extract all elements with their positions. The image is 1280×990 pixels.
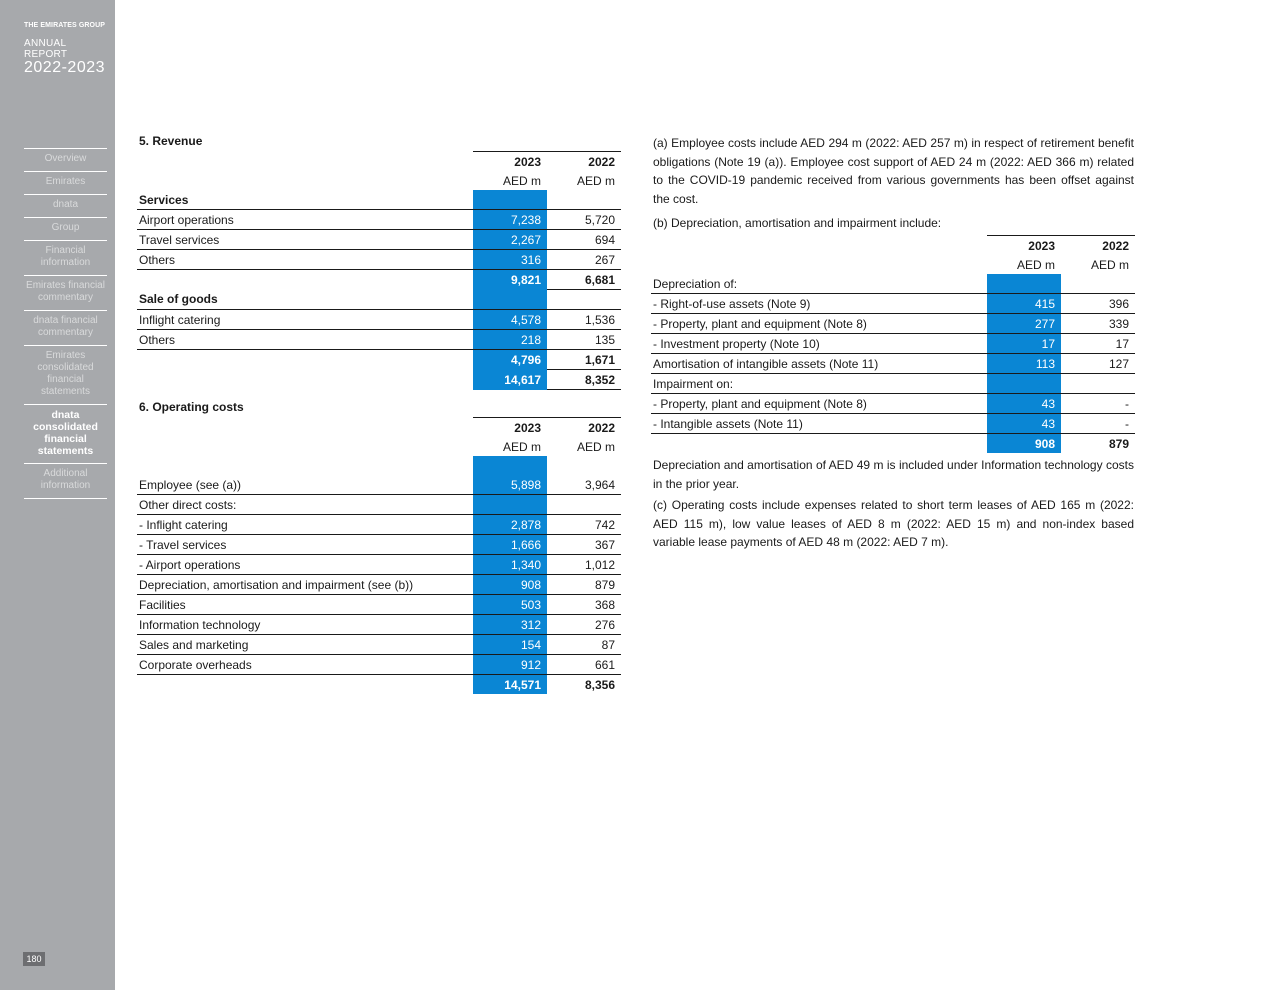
value-2023: 908 (473, 575, 547, 595)
value-2023: 316 (473, 250, 547, 270)
note-c: (c) Operating costs include expenses related to short term leases of AED 165 m (2022: AED 115 m), low value leases of AED 8 m (2022: AED 15 m) and non-index based variable lease payments of AED 48 m (2022: AED 7 m). (653, 498, 1134, 549)
row-label: Sales and marketing (137, 635, 473, 655)
total-2022: 1,671 (547, 350, 621, 370)
value-2022: 276 (547, 615, 621, 635)
units-2023: AED m (502, 173, 541, 188)
value-2023: 277 (987, 314, 1061, 334)
row-label: - Investment property (Note 10) (651, 334, 987, 354)
head-spacer (137, 418, 473, 438)
row-label: - Property, plant and equipment (Note 8) (651, 314, 987, 334)
year-2022-header: 2022 (1061, 236, 1135, 256)
table-row (137, 655, 621, 675)
row-label: Facilities (137, 595, 473, 615)
table-units-row (137, 437, 621, 456)
row-label: - Airport operations (137, 555, 473, 575)
value-2022: 267 (547, 250, 621, 270)
units-spacer (137, 171, 473, 190)
depreciation-total-row (651, 434, 1135, 454)
spacer (137, 456, 473, 475)
value-2023: 415 (987, 294, 1061, 314)
table-row (137, 495, 621, 515)
value-2023: 43 (987, 394, 1061, 414)
total-2022: 6,681 (547, 270, 621, 290)
operating-costs-table (137, 417, 621, 694)
table-row (137, 310, 621, 330)
value-2023: 2,878 (473, 515, 547, 535)
total-2022: 879 (1108, 436, 1129, 451)
row-label: - Right-of-use assets (Note 9) (651, 294, 987, 314)
services-total-row (137, 270, 621, 290)
table-row (651, 394, 1135, 414)
note-b: (b) Depreciation, amortisation and impairment include: (653, 216, 942, 230)
units-2023: AED m (1016, 257, 1055, 272)
section-label: Impairment on: (651, 374, 987, 394)
value-2022 (1061, 374, 1135, 394)
table-head-row (651, 236, 1135, 256)
total-2023: 4,796 (473, 350, 547, 370)
section-label-row (137, 190, 621, 210)
table-row (651, 414, 1135, 434)
value-2022: - (1061, 414, 1135, 434)
table-row (137, 615, 621, 635)
units-2023: AED m (502, 439, 541, 454)
table-row (137, 635, 621, 655)
value-2023 (473, 290, 547, 310)
row-label: Travel services (137, 230, 473, 250)
row-label: - Travel services (137, 535, 473, 555)
total-2023: 908 (987, 434, 1061, 454)
total-label (651, 434, 987, 454)
value-2022 (547, 290, 621, 310)
value-2023 (987, 274, 1061, 294)
table-row (137, 535, 621, 555)
nav-item[interactable]: dnata consolidated financial statements (24, 404, 107, 463)
row-label: Employee (see (a)) (137, 475, 473, 495)
row-label: Others (137, 250, 473, 270)
row-label: Airport operations (137, 210, 473, 230)
nav-item[interactable]: dnata (24, 194, 107, 217)
value-2022 (1061, 274, 1135, 294)
table-row (137, 230, 621, 250)
year-2022-header: 2022 (547, 152, 621, 172)
nav-item[interactable]: Group (24, 217, 107, 240)
value-2023: 7,238 (473, 210, 547, 230)
value-2023: 154 (473, 635, 547, 655)
value-2022: 367 (547, 535, 621, 555)
value-2022: 3,964 (547, 475, 621, 495)
table-row (137, 250, 621, 270)
note-b-after: Depreciation and amortisation of AED 49 m is included under Information technology costs in the prior year. (653, 458, 1134, 491)
row-label: - Intangible assets (Note 11) (651, 414, 987, 434)
depreciation-table (651, 235, 1135, 453)
row-label: - Property, plant and equipment (Note 8) (651, 394, 987, 414)
table-row (137, 210, 621, 230)
row-label: Other direct costs: (137, 495, 473, 515)
section-label-row (651, 274, 1135, 294)
section-label-row (651, 374, 1135, 394)
total-2022: 8,356 (584, 677, 615, 692)
value-2023: 43 (987, 414, 1061, 434)
value-2023: 4,578 (473, 310, 547, 330)
value-2022: 87 (547, 635, 621, 655)
head-spacer (651, 236, 987, 256)
table-row (137, 555, 621, 575)
row-label: Depreciation, amortisation and impairment (see (b)) (137, 575, 473, 595)
year-2023-header: 2023 (473, 152, 547, 172)
value-2022: 17 (1061, 334, 1135, 354)
table-row (651, 314, 1135, 334)
operating-costs-title: 6. Operating costs (139, 400, 244, 414)
nav-item[interactable]: Emirates (24, 171, 107, 194)
year-2023-header: 2023 (987, 236, 1061, 256)
value-2023 (987, 374, 1061, 394)
value-2023: 2,267 (473, 230, 547, 250)
nav-item[interactable]: Overview (24, 148, 107, 171)
value-2022: 135 (547, 330, 621, 350)
section-label: Services (137, 190, 473, 210)
value-2023: 218 (473, 330, 547, 350)
units-spacer (651, 255, 987, 274)
units-2022: AED m (1090, 257, 1129, 272)
nav-item[interactable]: Emirates consolidated financial statements (24, 345, 107, 404)
value-2022: 1,536 (547, 310, 621, 330)
table-row (137, 475, 621, 495)
value-2022: 127 (1061, 354, 1135, 374)
total-2023: 9,821 (473, 270, 547, 290)
value-2023: 17 (987, 334, 1061, 354)
value-2022: 396 (1061, 294, 1135, 314)
table-units-row (137, 171, 621, 190)
table-units-row (651, 255, 1135, 274)
row-label: Inflight catering (137, 310, 473, 330)
total-2023: 14,617 (473, 370, 547, 390)
value-2022 (547, 495, 621, 515)
report-year: 2022-2023 (24, 59, 106, 76)
head-spacer (137, 152, 473, 172)
spacer (473, 456, 547, 475)
value-2023: 1,666 (473, 535, 547, 555)
nav-item[interactable]: Additional information (24, 463, 107, 499)
note-a: (a) Employee costs include AED 294 m (2022: AED 257 m) in respect of retirement benefit obligations (Note 19 (a)). Employee cost support of AED 24 m (2022: AED 366 m) related to the COVID-19 pandemic received from various governments has been offset against the cost. (653, 136, 1134, 206)
total-label (137, 270, 473, 290)
operating-costs-total-row (137, 675, 621, 695)
table-head-row (137, 152, 621, 172)
value-2023: 912 (473, 655, 547, 675)
year-2023-header: 2023 (473, 418, 547, 438)
nav-item[interactable]: Emirates financial commentary (24, 275, 107, 310)
table-row (651, 354, 1135, 374)
table-row (651, 334, 1135, 354)
units-2022: AED m (576, 439, 615, 454)
spacer (547, 456, 621, 475)
table-row (137, 575, 621, 595)
section-label-row (137, 290, 621, 310)
value-2022: 661 (547, 655, 621, 675)
value-2022: 694 (547, 230, 621, 250)
goods-total-row (137, 350, 621, 370)
row-label: Others (137, 330, 473, 350)
total-label (137, 350, 473, 370)
row-label: Information technology (137, 615, 473, 635)
total-2022: 8,352 (547, 370, 621, 390)
company-name: THE EMIRATES GROUP (24, 22, 106, 29)
table-row (137, 330, 621, 350)
value-2022: 339 (1061, 314, 1135, 334)
page-number: 180 (23, 952, 45, 966)
section-label: Sale of goods (137, 290, 473, 310)
value-2023 (473, 495, 547, 515)
units-2022: AED m (576, 173, 615, 188)
value-2023: 312 (473, 615, 547, 635)
value-2023 (473, 190, 547, 210)
table-row (651, 294, 1135, 314)
value-2023: 5,898 (473, 475, 547, 495)
units-spacer (137, 437, 473, 456)
row-label: Corporate overheads (137, 655, 473, 675)
revenue-title: 5. Revenue (139, 134, 203, 148)
revenue-grand-total-row (137, 370, 621, 390)
value-2022: 368 (547, 595, 621, 615)
total-2023: 14,571 (473, 675, 547, 695)
value-2022: 742 (547, 515, 621, 535)
value-2023: 113 (987, 354, 1061, 374)
row-label: Amortisation of intangible assets (Note 11) (651, 354, 987, 374)
report-label: ANNUAL REPORT (24, 38, 68, 60)
section-label: Depreciation of: (651, 274, 987, 294)
spacer-row (137, 456, 621, 475)
table-head-row (137, 418, 621, 438)
table-row (137, 595, 621, 615)
value-2022: 879 (547, 575, 621, 595)
value-2022: - (1061, 394, 1135, 414)
value-2023: 1,340 (473, 555, 547, 575)
value-2022 (547, 190, 621, 210)
value-2023: 503 (473, 595, 547, 615)
total-label (137, 675, 473, 695)
revenue-table (137, 151, 621, 390)
value-2022: 1,012 (547, 555, 621, 575)
nav-item[interactable]: Financial information (24, 240, 107, 275)
value-2022: 5,720 (547, 210, 621, 230)
year-2022-header: 2022 (547, 418, 621, 438)
nav-item[interactable]: dnata financial commentary (24, 310, 107, 345)
row-label: - Inflight catering (137, 515, 473, 535)
table-row (137, 515, 621, 535)
total-label (137, 370, 473, 390)
